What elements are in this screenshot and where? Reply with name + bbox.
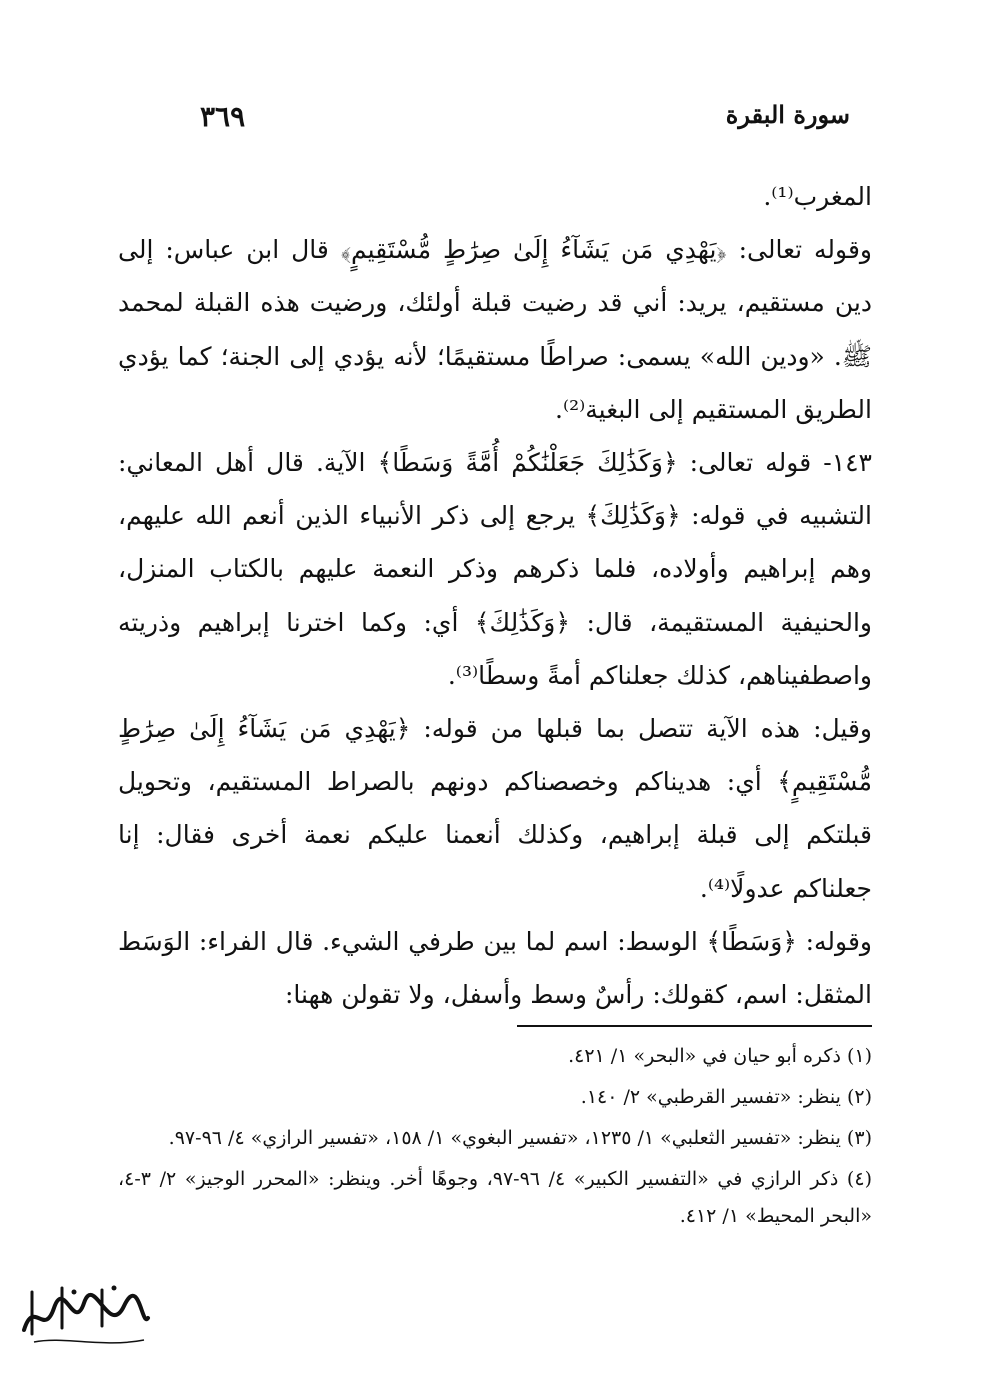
paragraph-3: ١٤٣- قوله تعالى: ﴿وَكَذَٰلِكَ جَعَلْنَٰكُمْ أُمَّةً وَسَطًا﴾ الآية. قال أهل المعاني: التشبيه في قوله: ﴿وَكَذَٰلِكَ﴾ يرجع إلى ذكر الأنبياء الذين أنعم الله عليهم، وهم إبراهيم وأولاده، فلما ذكرهم وذكر النعمة عليهم بالكتاب المنزل، والحنيفية المستقيمة، قال: ﴿وَكَذَٰلِكَ﴾ أي: وكما اخترنا إبراهيم وذريته واصطفيناهم، كذلك جعلناكم أمةً وسطًا⁽³⁾. — [118, 448, 872, 690]
footnotes — [118, 1038, 872, 1239]
paragraph-5: وقوله: ﴿وَسَطًا﴾ الوسط: اسم لما بين طرفي الشيء. قال الفراء: الوَسَط المثقل: اسم، كقولك: رأسٌ وسط وأسفل، ولا تقولن ههنا: — [118, 926, 872, 1010]
main-text — [118, 170, 872, 1021]
paragraph-2: وقوله تعالى: ﴿يَهْدِي مَن يَشَآءُ إِلَىٰ صِرَٰطٍ مُّسْتَقِيمٍ﴾ قال ابن عباس: إلى دين مستقيم، يريد: أني قد رضيت قبلة أولئك، ورضيت هذه القبلة لمحمد ﷺ. «ودين الله» يسمى: صراطًا مستقيمًا؛ لأنه يؤدي إلى الجنة؛ كما يؤدي الطريق المستقيم إلى البغية⁽²⁾. — [118, 235, 872, 424]
calligraphy-logo-icon — [14, 1278, 154, 1350]
footnote-1: (١) ذكره أبو حيان في «البحر» ١/ ٤٢١. — [568, 1045, 872, 1067]
surah-title: سورة البقرة — [725, 100, 850, 129]
footnote-3: (٣) ينظر: «تفسير الثعلبي» ١/ ١٢٣٥، «تفسير البغوي» ١/ ١٥٨، «تفسير الرازي» ٤/ ٩٦-٩٧. — [168, 1127, 872, 1149]
paragraph-4: وقيل: هذه الآية تتصل بما قبلها من قوله: ﴿يَهْدِي مَن يَشَآءُ إِلَىٰ صِرَٰطٍ مُّسْتَقِيمٍ﴾ أي: هديناكم وخصصناكم دونهم بالصراط المستقيم، وتحويل قبلتكم إلى قبلة إبراهيم، وكذلك أنعمنا عليكم نعمة أخرى فقال: إنا جعلناكم عدولًا⁽⁴⁾. — [118, 714, 872, 903]
running-header — [140, 100, 850, 140]
page-number: ٣٦٩ — [200, 100, 246, 133]
paragraph-1: المغرب⁽¹⁾. — [763, 182, 872, 211]
footnote-4: (٤) ذكر الرازي في «التفسير الكبير» ٤/ ٩٦-٩٧، وجوهًا أخر. وينظر: «المحرر الوجيز» ٢/ ٣-٤، «البحر المحيط» ١/ ٤١٢. — [118, 1168, 872, 1227]
footnote-2: (٢) ينظر: «تفسير القرطبي» ٢/ ١٤٠. — [580, 1086, 872, 1108]
footnote-divider — [517, 1025, 872, 1027]
